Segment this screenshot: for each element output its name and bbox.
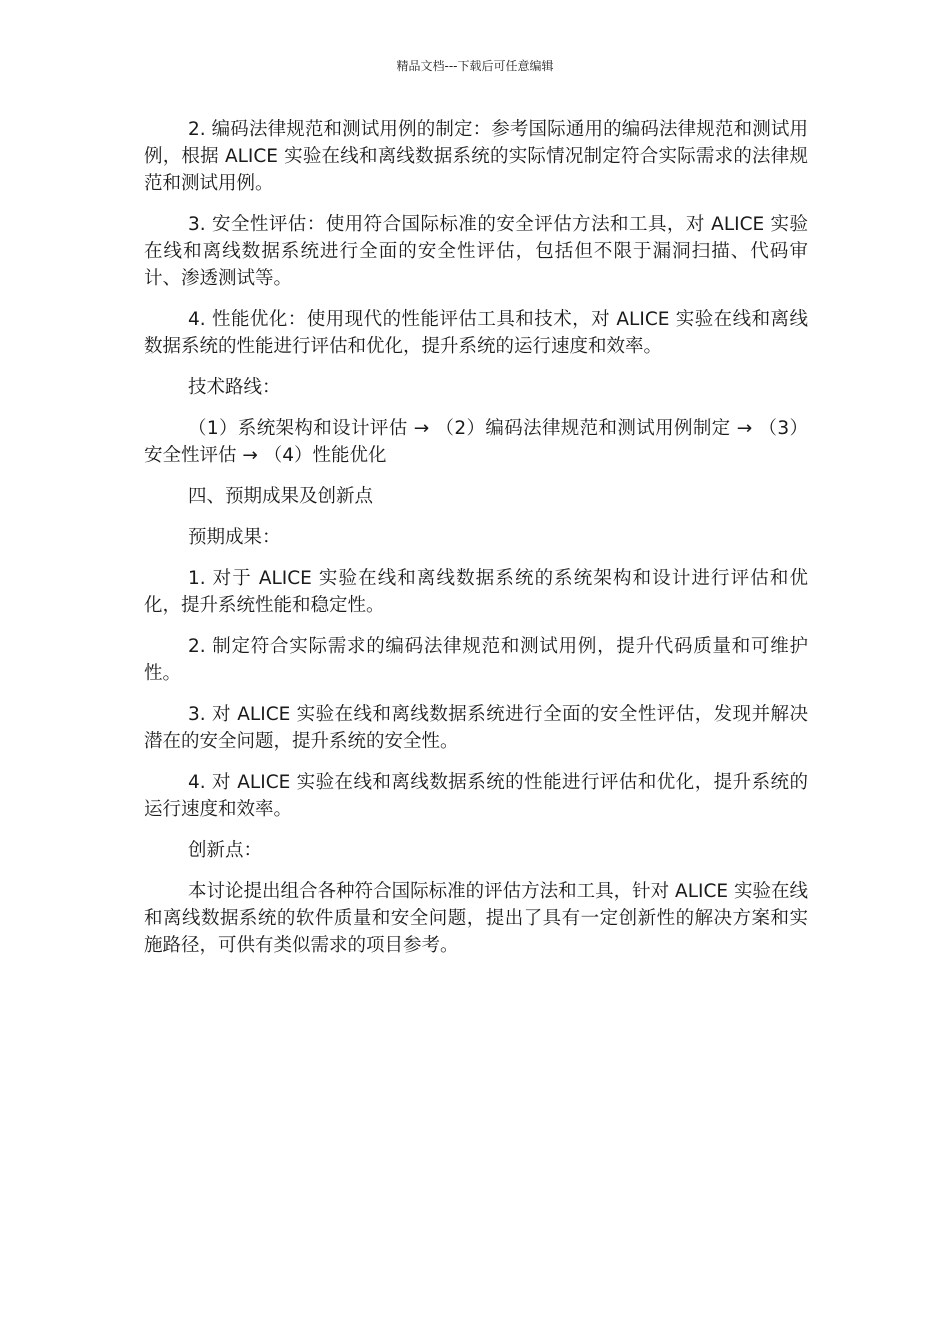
innovation-heading: 创新点： [188,840,263,861]
expected-result-2: 2. 制定符合实际需求的编码法律规范和测试用例，提升代码质量和可维护性。 [144,636,808,684]
paragraph-coding-standards: 2. 编码法律规范和测试用例的制定：参考国际通用的编码法律规范和测试用例，根据 ALICE 实验在线和离线数据系统的实际情况制定符合实际需求的法律规范和测试用例。 [144,119,808,194]
document-body [144,116,808,973]
expected-result-4: 4. 对 ALICE 实验在线和离线数据系统的性能进行评估和优化，提升系统的运行速度和效率。 [144,772,808,820]
section-heading-expected-results: 四、预期成果及创新点 [188,486,374,507]
technical-route-heading: 技术路线： [188,377,281,398]
technical-route-steps: （1）系统架构和设计评估 → （2）编码法律规范和测试用例制定 → （3）安全性评估 → （4）性能优化 [144,418,808,466]
paragraph-security-assessment: 3. 安全性评估：使用符合国际标准的安全评估方法和工具，对 ALICE 实验在线和离线数据系统进行全面的安全性评估，包括但不限于漏洞扫描、代码审计、渗透测试等。 [144,214,808,289]
expected-results-heading: 预期成果： [188,527,281,548]
expected-result-3: 3. 对 ALICE 实验在线和离线数据系统进行全面的安全性评估，发现并解决潜在的安全问题，提升系统的安全性。 [144,704,808,752]
paragraph-performance-optimization: 4. 性能优化：使用现代的性能评估工具和技术，对 ALICE 实验在线和离线数据系统的性能进行评估和优化，提升系统的运行速度和效率。 [144,309,808,357]
innovation-paragraph: 本讨论提出组合各种符合国际标准的评估方法和工具，针对 ALICE 实验在线和离线数据系统的软件质量和安全问题，提出了具有一定创新性的解决方案和实施路径，可供有类似需求的项目参考。 [144,881,808,956]
expected-result-1: 1. 对于 ALICE 实验在线和离线数据系统的系统架构和设计进行评估和优化，提升系统性能和稳定性。 [144,568,808,616]
page-header: 精品文档---下载后可任意编辑 [396,59,554,73]
